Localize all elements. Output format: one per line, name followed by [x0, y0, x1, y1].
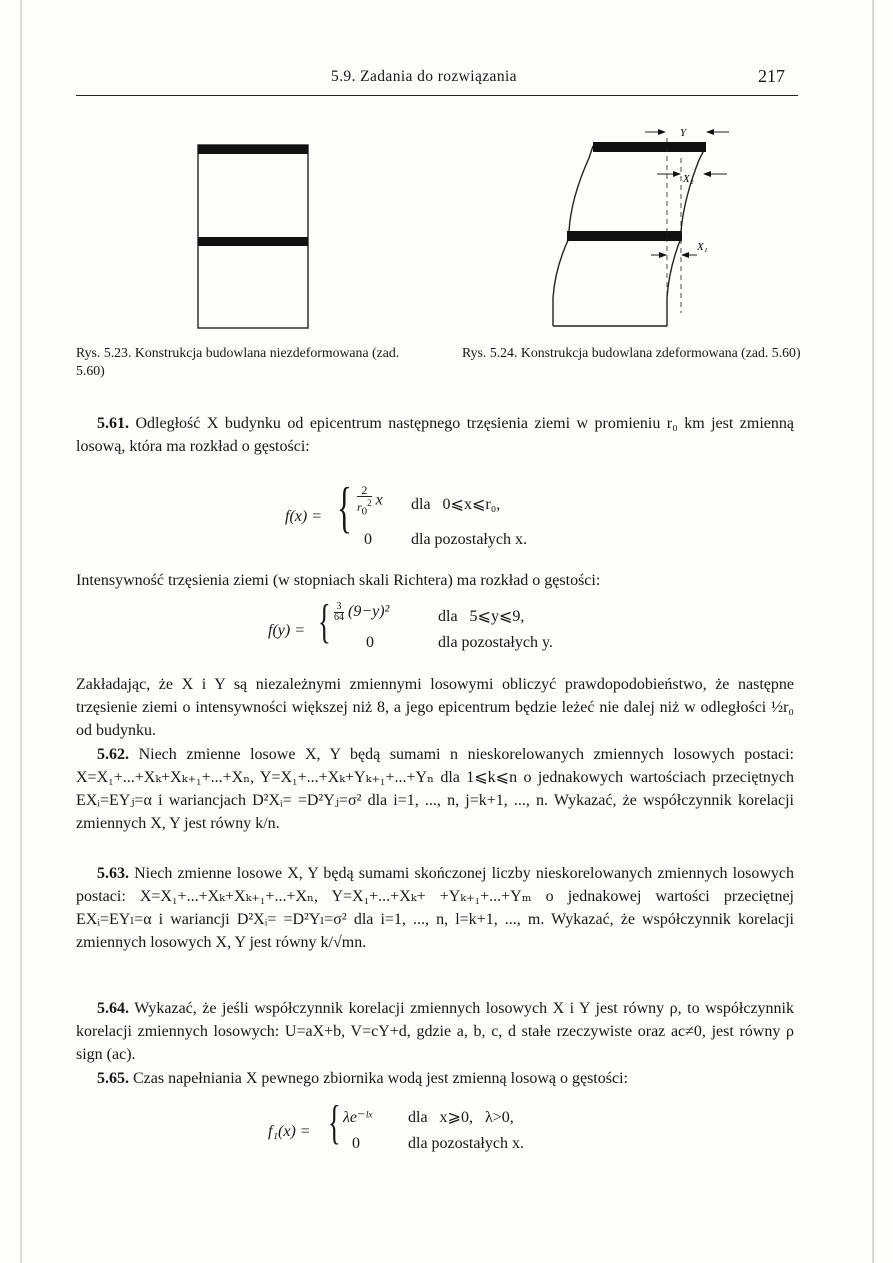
caption-5-24	[462, 344, 802, 362]
fig524-x1-arrowhead-right	[681, 252, 689, 258]
formula-fy-case2-expr: 0	[366, 634, 374, 651]
formula-fy	[268, 595, 608, 664]
formula-fy-lhs: f(y) =	[268, 622, 305, 639]
fig524-label-x1: X₁	[697, 241, 708, 253]
fig524-x2-arrowhead-right	[703, 171, 711, 177]
problem-5-64-number: 5.64.	[97, 1000, 129, 1017]
caption-5-24-label: Rys. 5.24.	[462, 345, 518, 360]
problem-5-61-number: 5.61.	[97, 415, 129, 432]
problem-5-65	[76, 1067, 794, 1090]
problem-5-61-question: Zakładając, że X i Y są niezależnymi zmiennymi losowymi obliczyć prawdopodobieństwo, że następne trzęsienie ziemi o intensywności większej niż 8, a jego epicentrum będzie leżeć nie dalej niż w odległości ½r₀ od budynku.	[76, 676, 794, 739]
problem-5-64	[76, 997, 794, 1066]
problem-5-62-text: Niech zmienne losowe X, Y będą sumami n nieskorelowanych zmiennych losowych postaci: X=X₁+...+Xₖ+Xₖ₊₁+...+Xₙ, Y=X₁+...+Xₖ+Yₖ₊₁+...+Yₙ dla 1⩽k⩽n o jednakowych wartościach przeciętnych EXᵢ=EYⱼ=α i wariancjach D²Xᵢ= =D²Yⱼ=σ² dla i=1, ..., n, j=k+1, ..., n. Wykazać, że współczynnik korelacji zmiennych X, Y jest równy k/n.	[76, 746, 795, 832]
problem-5-63-number: 5.63.	[97, 865, 129, 882]
formula-fy-case2-cond: dla pozostałych y.	[438, 634, 553, 651]
fig523-top-slab	[198, 145, 308, 154]
formula-f1x-lhs: f₁(x) =	[268, 1123, 311, 1140]
problem-5-61-intensity: Intensywność trzęsienia ziemi (w stopniach skali Richtera) ma rozkład o gęstości:	[76, 572, 601, 589]
problem-5-65-text: Czas napełniania X pewnego zbiornika wodą jest zmienną losową o gęstości:	[133, 1070, 628, 1087]
header-rule	[76, 95, 798, 96]
problem-5-65-number: 5.65.	[97, 1070, 129, 1087]
fig524-top-slab	[593, 142, 706, 152]
problem-5-61-intro	[76, 412, 794, 458]
fig524-label-x2: X₂	[683, 173, 694, 185]
formula-fx-fraction: $\frac{2}{r_0^2}$	[357, 483, 372, 518]
problem-5-62	[76, 743, 794, 835]
figure-5-24	[545, 118, 755, 333]
formula-fy-case1	[334, 602, 389, 623]
formula-fy-fraction: $\frac{3}{64}$	[334, 601, 344, 623]
formula-fx-lhs: f(x) =	[285, 508, 322, 525]
fig524-x2-arrowhead-left	[673, 171, 681, 177]
formula-fx-case2-expr: 0	[364, 531, 372, 548]
formula-fx-case1-cond: dla 0⩽x⩽r₀,	[411, 496, 501, 513]
caption-5-24-text: Konstrukcja budowlana zdeformowana (zad. 5.60)	[520, 345, 801, 360]
formula-fx-case2-cond: dla pozostałych x.	[411, 531, 527, 548]
fig524-label-y: Y	[680, 127, 687, 139]
figure-5-23	[195, 142, 315, 332]
fig524-right-wall-upper	[681, 148, 705, 231]
formula-fy-case1-cond: dla 5⩽y⩽9,	[438, 608, 525, 625]
caption-5-23-text: Konstrukcja budowlana niezdeformowana (zad. 5.60)	[76, 345, 400, 378]
formula-fx	[285, 478, 605, 554]
problem-5-62-number: 5.62.	[97, 746, 129, 763]
formula-f1x-brace: {	[328, 1096, 341, 1149]
problem-5-63-text: Niech zmienne losowe X, Y będą sumami skończonej liczby nieskorelowanych zmiennych losowych postaci: X=X₁+...+Xₖ+Xₖ₊₁+...+Xₙ, Y=X₁+...+Xₖ+ +Yₖ₊₁+...+Yₘ o jednakowej wartości przeciętnej EXᵢ=EYₗ=α i wariancji D²Xᵢ= =D²Yₗ=σ² dla i=1, ..., n, l=k+1, ..., m. Wykazać, że współczynnik korelacji zmiennych losowych X, Y jest równy k/√mn.	[76, 865, 795, 951]
problem-5-61-intro-text: Odległość X budynku od epicentrum następnego trzęsienia ziemi w promieniu r₀ km jest zmienną losową, która ma rozkład o gęstości:	[76, 415, 795, 455]
fig524-x1-arrowhead-left	[659, 252, 667, 258]
scan-edge-left	[20, 0, 22, 1263]
fig523-middle-slab	[198, 237, 308, 246]
caption-5-23	[76, 344, 421, 380]
caption-5-23-label: Rys. 5.23.	[76, 345, 132, 360]
fig524-left-wall-lower	[553, 238, 569, 326]
formula-fx-brace: {	[337, 477, 352, 539]
formula-fx-case1-expr: x	[375, 491, 383, 509]
fig524-y-arrowhead-right	[706, 129, 714, 135]
formula-f1x-case2-cond: dla pozostałych x.	[408, 1135, 524, 1152]
formula-f1x	[268, 1096, 598, 1165]
page-number: 217	[758, 66, 785, 86]
fig524-right-wall-lower	[667, 238, 681, 326]
formula-fy-brace: {	[318, 595, 331, 648]
problem-5-63	[76, 862, 794, 954]
fig524-y-arrowhead-left	[658, 129, 666, 135]
formula-fy-case1-expr: (9−y)²	[348, 603, 390, 621]
formula-f1x-case2-expr: 0	[352, 1135, 360, 1152]
fig524-middle-slab	[567, 231, 682, 241]
running-header-title: 5.9. Zadania do rozwiązania	[331, 68, 517, 85]
formula-f1x-case1-expr: λe⁻ˡˣ	[343, 1109, 373, 1126]
formula-f1x-case1-cond: dla x⩾0, λ>0,	[408, 1109, 514, 1126]
problem-5-64-text: Wykazać, że jeśli współczynnik korelacji zmiennych losowych X i Y jest równy ρ, to współczynnik korelacji zmiennych losowych: U=aX+b, V=cY+d, gdzie a, b, c, d stałe rzeczywiste oraz ac≠0, jest równy ρ sign (ac).	[76, 1000, 794, 1063]
fig523-building-outline	[198, 145, 308, 328]
fig524-left-wall-upper	[569, 146, 593, 231]
scan-edge-right	[872, 0, 874, 1263]
formula-fx-case1	[357, 484, 383, 517]
